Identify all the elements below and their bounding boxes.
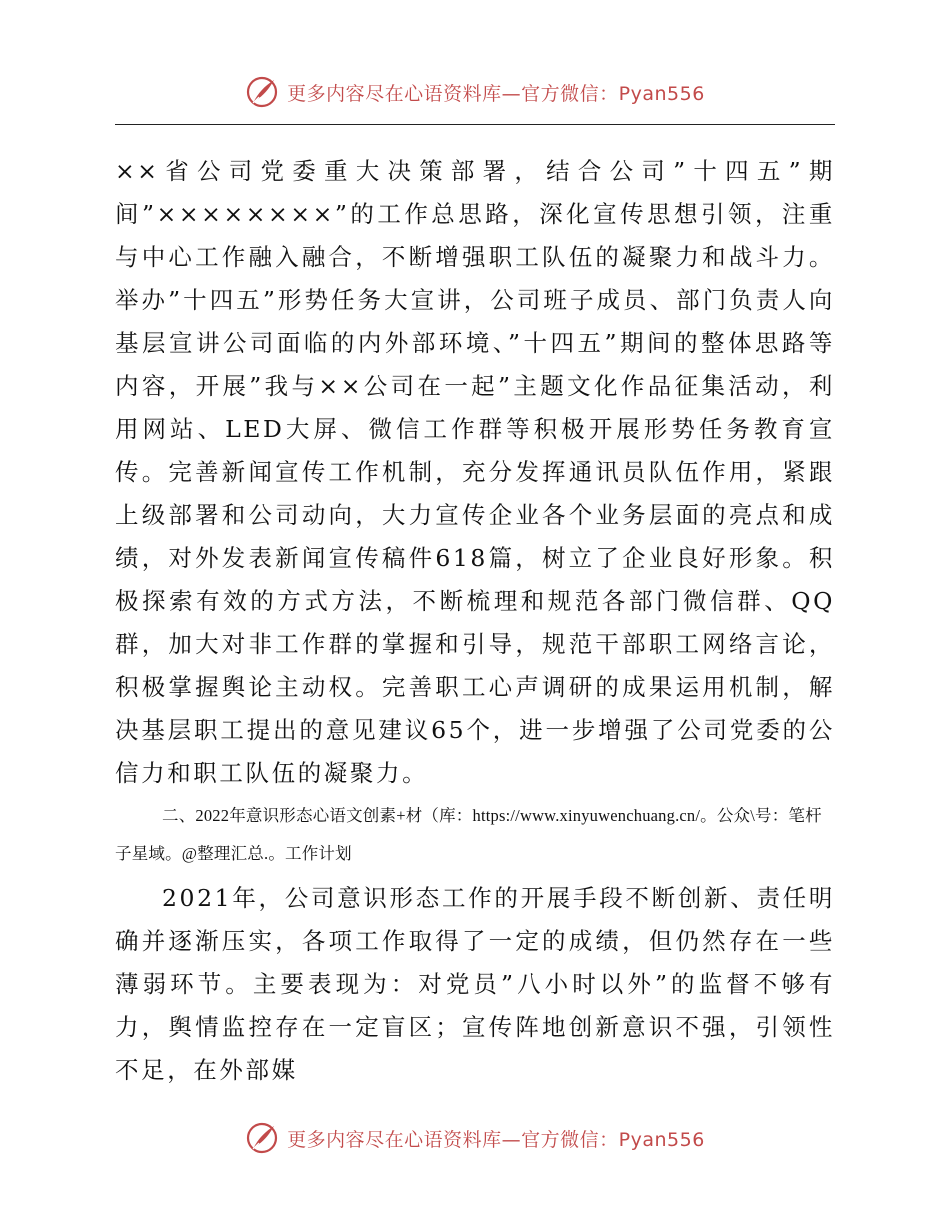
header-divider bbox=[115, 124, 835, 125]
section-heading: 二、2022年意识形态心语文创素+材（库：https://www.xinyuwenchuang.cn/。公众\号：笔杆子星域。@整理汇总.。工作计划 bbox=[115, 806, 822, 863]
body-paragraph-1: ××省公司党委重大决策部署，结合公司”十四五”期间”××××××××”的工作总思路，深化宣传思想引领，注重与中心工作融入融合，不断增强职工队伍的凝聚力和战斗力。举办”十四五”形势任务大宣讲，公司班子成员、部门负责人向基层宣讲公司面临的内外部环境、”十四五”期间的整体思路等内容，开展”我与××公司在一起”主题文化作品征集活动，利用网站、LED大屏、微信工作群等积极开展形势任务教育宣传。完善新闻宣传工作机制，充分发挥通讯员队伍作用，紧跟上级部署和公司动向，大力宣传企业各个业务层面的亮点和成绩，对外发表新闻宣传稿件618篇，树立了企业良好形象。积极探索有效的方式方法，不断梳理和规范各部门微信群、QQ群，加大对非工作群的掌握和引导，规范干部职工网络言论，积极掌握舆论主动权。完善职工心声调研的成果运用机制，解决基层职工提出的意见建议65个，进一步增强了公司党委的公信力和职工队伍的凝聚力。 bbox=[115, 157, 835, 787]
document-body bbox=[115, 150, 835, 1092]
footer-banner bbox=[0, 1118, 950, 1158]
quill-pen-logo-icon bbox=[245, 75, 279, 109]
header-banner bbox=[0, 72, 950, 112]
footer-banner-text: 更多内容尽在心语资料库—官方微信：Pyan556 bbox=[287, 1128, 705, 1151]
body-paragraph-2: 2021年，公司意识形态工作的开展手段不断创新、责任明确并逐渐压实，各项工作取得了一定的成绩，但仍然存在一些薄弱环节。主要表现为：对党员”八小时以外”的监督不够有力，舆情监控存在一定盲区；宣传阵地创新意识不强，引领性不足，在外部媒 bbox=[115, 884, 835, 1084]
header-banner-text: 更多内容尽在心语资料库—官方微信：Pyan556 bbox=[287, 82, 705, 105]
quill-pen-logo-icon bbox=[245, 1121, 279, 1155]
